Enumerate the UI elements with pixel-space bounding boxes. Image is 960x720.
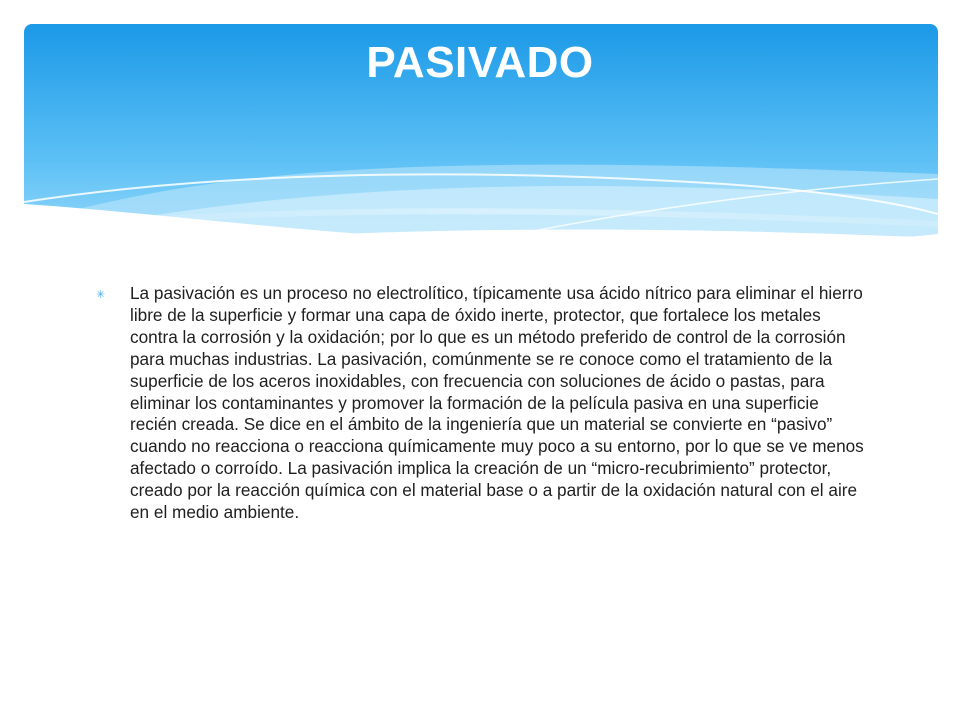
slide-title: PASIVADO bbox=[366, 38, 594, 87]
bullet-paragraph: La pasivación es un proceso no electrolítico, típicamente usa ácido nítrico para eliminar el hierro libre de la superficie y formar una capa de óxido inerte, protector, que fortalece los metales contra la corrosión y la oxidación; por lo que es un método preferido de control de la corrosión para muchas industrias. La pasivación, comúnmente se re conoce como el tratamiento de la superficie de los aceros inoxidables, con frecuencia con soluciones de ácido o pastas, para eliminar los contaminantes y promover la formación de la película pasiva en una superficie recién creada. Se dice en el ámbito de la ingeniería que un material se convierte en “pasivo” cuando no reacciona o reacciona químicamente muy poco a su entorno, por lo que se ve menos afectado o corroído. La pasivación implica la creación de un “micro-recubrimiento” protector, creado por la reacción química con el material base o a partir de la oxidación natural con el aire en el medio ambiente. bbox=[130, 283, 864, 523]
bullet-item bbox=[96, 283, 866, 524]
asterisk-bullet-icon: ✳ bbox=[96, 288, 106, 301]
slide-body bbox=[96, 283, 866, 524]
